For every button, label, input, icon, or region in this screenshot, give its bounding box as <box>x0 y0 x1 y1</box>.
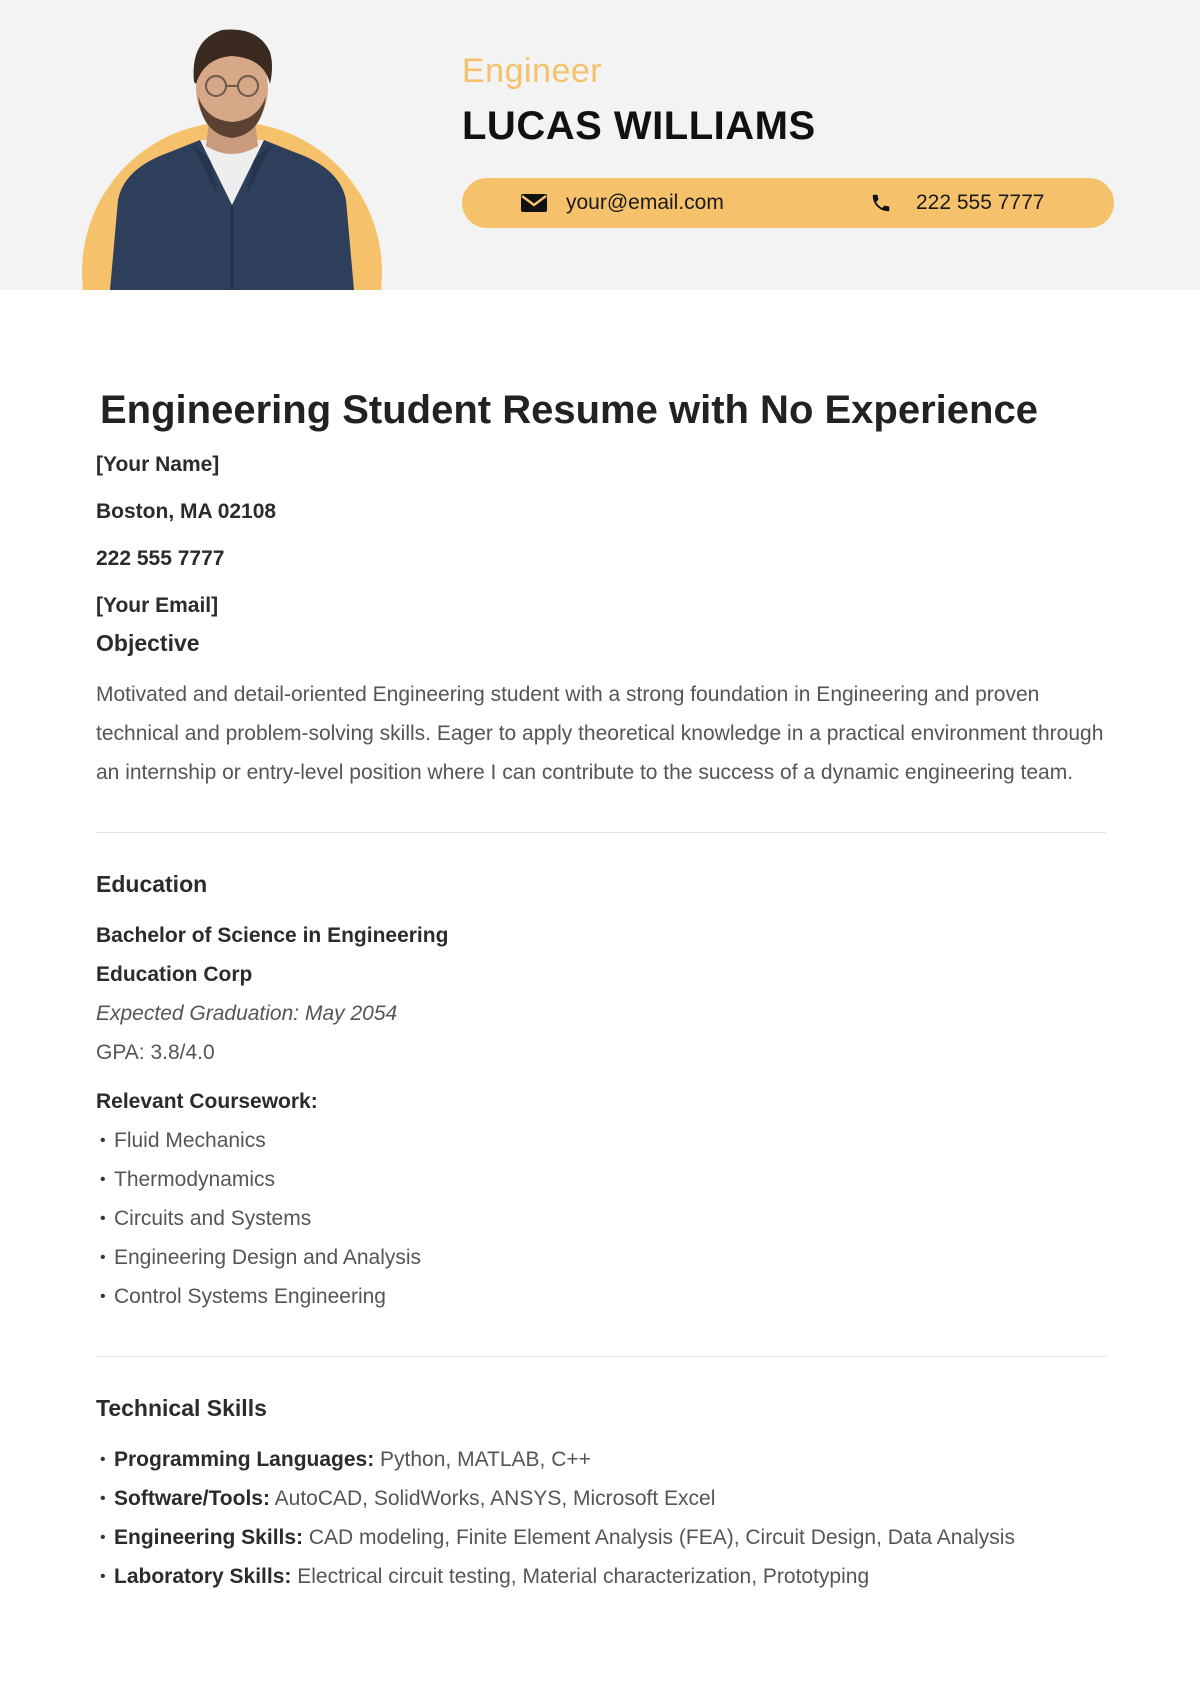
section-divider <box>96 1356 1106 1357</box>
degree: Bachelor of Science in Engineering <box>96 924 449 947</box>
list-item <box>96 1440 1106 1479</box>
contact-email[interactable] <box>520 178 724 228</box>
skill-value: Electrical circuit testing, Material characterization, Prototyping <box>291 1565 870 1588</box>
candidate-name: LUCAS WILLIAMS <box>462 104 816 148</box>
list-item <box>96 1479 1106 1518</box>
graduation-date: Expected Graduation: May 2054 <box>96 1002 398 1025</box>
section-divider <box>96 832 1106 833</box>
education-heading: Education <box>96 871 208 897</box>
envelope-icon <box>520 192 548 214</box>
objective-text: Motivated and detail-oriented Engineering student with a strong foundation in Engineering and proven technical and problem-solving skills. Eager to apply theoretical knowledge in a practical environment through an internship or entry-level position where I can contribute to the success of a dynamic engineering team. <box>96 683 1104 784</box>
coursework-label: Relevant Coursework: <box>96 1090 318 1113</box>
contact-bar <box>462 178 1114 228</box>
list-item <box>96 1557 1106 1596</box>
email-line: [Your Email] <box>96 594 219 617</box>
list-item: • Engineering Design and Analysis <box>96 1238 1106 1277</box>
list-item: • Thermodynamics <box>96 1160 1106 1199</box>
skill-value: AutoCAD, SolidWorks, ANSYS, Microsoft Excel <box>269 1487 716 1510</box>
resume-header <box>0 0 1200 290</box>
coursework-list <box>96 1121 1106 1316</box>
phone-line: 222 555 7777 <box>96 547 225 570</box>
resume-body <box>96 388 1106 1596</box>
gpa: GPA: 3.8/4.0 <box>96 1041 215 1064</box>
contact-phone-text: 222 555 7777 <box>916 191 1045 214</box>
school: Education Corp <box>96 963 253 986</box>
skills-list <box>96 1440 1106 1596</box>
your-name-line: [Your Name] <box>96 453 220 476</box>
location-line: Boston, MA 02108 <box>96 500 277 523</box>
list-item: • Fluid Mechanics <box>96 1121 1106 1160</box>
contact-email-text: your@email.com <box>566 191 724 214</box>
skill-value: Python, MATLAB, C++ <box>374 1448 591 1471</box>
phone-icon <box>870 192 898 214</box>
list-item <box>96 1518 1106 1557</box>
objective-heading: Objective <box>96 630 200 656</box>
skill-value: CAD modeling, Finite Element Analysis (FEA), Circuit Design, Data Analysis <box>303 1526 1015 1549</box>
job-role: Engineer <box>462 52 603 90</box>
profile-photo <box>82 0 382 290</box>
skill-label: Software/Tools: <box>114 1487 270 1510</box>
list-item: • Control Systems Engineering <box>96 1277 1106 1316</box>
skill-label: Programming Languages: <box>114 1448 375 1471</box>
contact-phone[interactable] <box>870 178 1044 228</box>
skills-heading: Technical Skills <box>96 1395 267 1421</box>
list-item: • Circuits and Systems <box>96 1199 1106 1238</box>
skill-label: Laboratory Skills: <box>114 1565 292 1588</box>
skill-label: Engineering Skills: <box>114 1526 304 1549</box>
document-title: Engineering Student Resume with No Experience <box>100 388 1038 432</box>
person-portrait-icon <box>82 0 382 290</box>
